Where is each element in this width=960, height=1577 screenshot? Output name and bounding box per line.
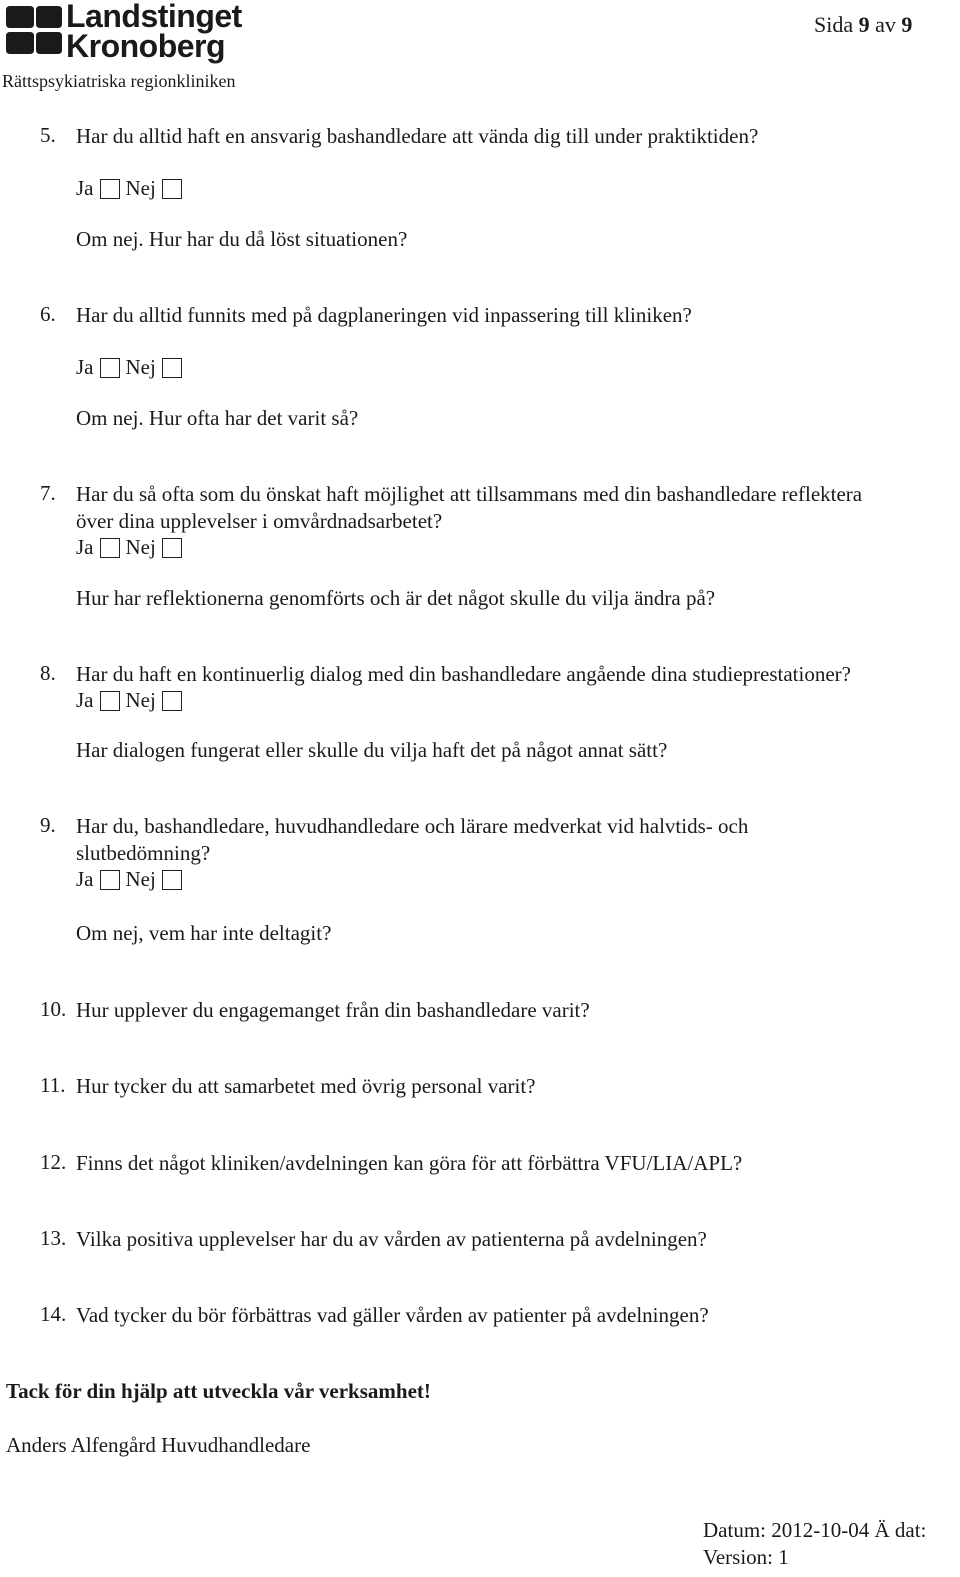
question-10-number: 10. [40, 997, 67, 1021]
thank-you-message: Tack för din hjälp att utveckla vår verksamhet! [6, 1379, 431, 1403]
landstinget-logo-mark-icon [6, 4, 62, 56]
no-checkbox[interactable] [162, 691, 182, 711]
question-9-text-line-1: Har du, bashandledare, huvudhandledare och lärare medverkat vid halvtids- och [76, 814, 749, 838]
no-label: Nej [125, 688, 156, 712]
signature: Anders Alfengård Huvudhandledare [6, 1433, 311, 1457]
question-13-number: 13. [40, 1226, 67, 1250]
question-5-number: 5. [40, 123, 56, 147]
question-10-text: Hur upplever du engagemanget från din bashandledare varit? [76, 998, 590, 1022]
page-number [814, 12, 912, 38]
question-7-text-line-2: över dina upplevelser i omvårdnadsarbetet? [76, 509, 443, 533]
yes-checkbox[interactable] [100, 358, 120, 378]
no-checkbox[interactable] [162, 538, 182, 558]
question-6-answer [76, 355, 188, 380]
question-7-text-line-1: Har du så ofta som du önskat haft möjlighet att tillsammans med din bashandledare reflektera [76, 482, 863, 506]
no-label: Nej [125, 867, 156, 891]
question-5-followup: Om nej. Hur har du då löst situationen? [76, 227, 408, 251]
question-6-number: 6. [40, 302, 56, 326]
organization-subtitle: Rättspsykiatriska regionkliniken [2, 71, 236, 91]
question-7-followup: Hur har reflektionerna genomförts och är det något skulle du vilja ändra på? [76, 586, 716, 610]
question-7-answer [76, 535, 188, 560]
page-prefix: Sida [814, 12, 854, 37]
yes-checkbox[interactable] [100, 691, 120, 711]
question-9-answer [76, 867, 188, 892]
question-6-followup: Om nej. Hur ofta har det varit så? [76, 406, 359, 430]
question-5-text: Har du alltid haft en ansvarig bashandledare att vända dig till under praktiktiden? [76, 124, 759, 148]
question-14-text: Vad tycker du bör förbättras vad gäller vården av patienter på avdelningen? [76, 1303, 709, 1327]
question-8-answer [76, 688, 188, 713]
yes-checkbox[interactable] [100, 870, 120, 890]
no-checkbox[interactable] [162, 358, 182, 378]
logo-line-1: Landstinget [66, 0, 242, 34]
yes-checkbox[interactable] [100, 179, 120, 199]
no-checkbox[interactable] [162, 179, 182, 199]
yes-label: Ja [76, 176, 94, 200]
question-8-text: Har du haft en kontinuerlig dialog med din bashandledare angående dina studieprestationer? [76, 662, 851, 686]
no-checkbox[interactable] [162, 870, 182, 890]
question-8-number: 8. [40, 661, 56, 685]
page-total: 9 [901, 12, 913, 37]
no-label: Nej [125, 535, 156, 559]
footer-date: Datum: 2012-10-04 Ä dat: [703, 1518, 927, 1542]
question-7-number: 7. [40, 481, 56, 505]
question-11-number: 11. [40, 1073, 66, 1097]
question-9-number: 9. [40, 813, 56, 837]
page-current: 9 [858, 12, 870, 37]
question-9-text-line-2: slutbedömning? [76, 841, 211, 865]
page-sep: av [875, 12, 896, 37]
question-6-text: Har du alltid funnits med på dagplaneringen vid inpassering till kliniken? [76, 303, 692, 327]
yes-checkbox[interactable] [100, 538, 120, 558]
yes-label: Ja [76, 355, 94, 379]
question-12-number: 12. [40, 1150, 67, 1174]
yes-label: Ja [76, 535, 94, 559]
question-8-followup: Har dialogen fungerat eller skulle du vilja haft det på något annat sätt? [76, 738, 668, 762]
yes-label: Ja [76, 688, 94, 712]
question-5-answer [76, 176, 188, 201]
question-11-text: Hur tycker du att samarbetet med övrig personal varit? [76, 1074, 536, 1098]
question-14-number: 14. [40, 1302, 67, 1326]
no-label: Nej [125, 176, 156, 200]
yes-label: Ja [76, 867, 94, 891]
logo-line-2: Kronoberg [66, 28, 226, 64]
no-label: Nej [125, 355, 156, 379]
question-9-followup: Om nej, vem har inte deltagit? [76, 921, 332, 945]
question-12-text: Finns det något kliniken/avdelningen kan göra för att förbättra VFU/LIA/APL? [76, 1151, 743, 1175]
question-13-text: Vilka positiva upplevelser har du av vården av patienterna på avdelningen? [76, 1227, 707, 1251]
footer-version: Version: 1 [703, 1545, 789, 1569]
